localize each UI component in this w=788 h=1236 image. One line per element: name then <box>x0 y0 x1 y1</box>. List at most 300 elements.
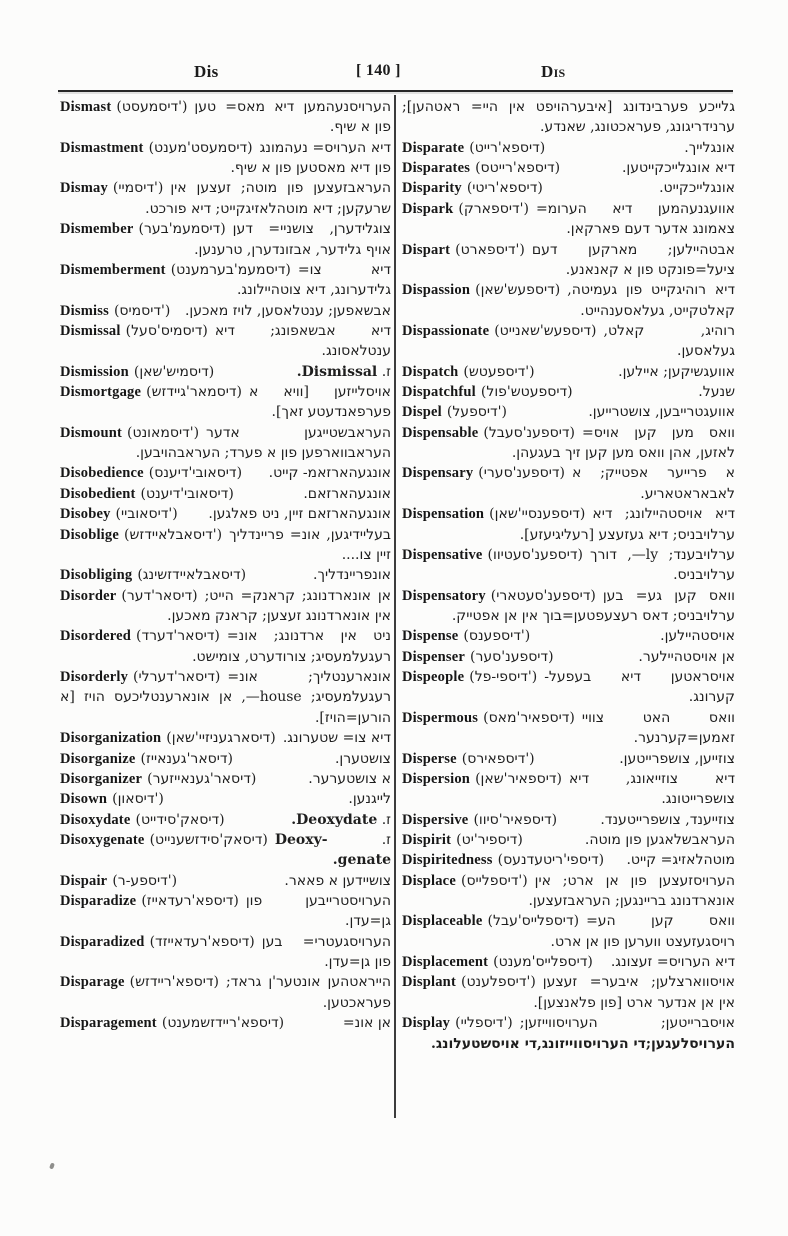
headword: Disparage <box>60 974 125 991</box>
pronunciation: (דיסאוביי') <box>115 506 178 523</box>
headword: Disobedience <box>60 465 144 482</box>
headword: Dispense <box>402 628 459 645</box>
headword: Display <box>402 1015 451 1032</box>
pronunciation: (דיסמיי') <box>112 180 164 197</box>
headword: Disorderly <box>60 669 129 686</box>
headword: Disparate <box>402 139 465 156</box>
dictionary-entry <box>60 871 391 891</box>
headword-block <box>60 626 220 646</box>
headword: Dispatchful <box>402 384 476 401</box>
headword: Dispensative <box>402 546 483 563</box>
headword-block <box>60 260 291 280</box>
dictionary-entry <box>402 423 735 464</box>
definition-text: אן אונארדנונג; קראנק= הייט; אין אונארדנונג זעצען; קראנק מאכען. <box>167 587 391 624</box>
definition-text: אויסראטען דיא בעפעל- קערונג. <box>544 669 735 706</box>
headword: Dismount <box>60 424 123 441</box>
dictionary-entry <box>60 260 391 301</box>
pronunciation: (דיספענ'סעטארי) <box>490 587 596 604</box>
dictionary-entry <box>60 219 391 260</box>
dictionary-entry <box>60 830 391 871</box>
right-column <box>402 97 735 1054</box>
headword-block <box>402 138 545 158</box>
headword-block <box>402 830 523 850</box>
pronunciation: (דיספאיר'סיוו) <box>473 811 558 828</box>
pronunciation: (דיסמיש'שאן) <box>133 363 215 380</box>
definition-text: גלייכע פערבינדונג [איבערהויפט אין היי= ראטהען]; ערנידריגונג, פעראכטונג, שאנדע. <box>402 99 735 136</box>
definition-text: צוזייען, צושפרייטען. <box>619 750 735 767</box>
definition-text: דיא צו= שטערונג. <box>282 730 391 747</box>
pronunciation: (דיספענסיי'שאן) <box>489 506 586 523</box>
headword-block <box>60 1013 284 1033</box>
definition-text: אונגלייכקייט. <box>659 180 735 197</box>
headword: Dismission <box>60 363 129 380</box>
headword-block <box>60 871 177 891</box>
dictionary-entry <box>402 749 735 769</box>
headword: Displacement <box>402 954 489 971</box>
headword: Dispart <box>402 241 451 258</box>
dictionary-entry <box>60 769 391 789</box>
pronunciation: (דיסאק'סידזשענייט) <box>149 831 268 848</box>
dictionary-entry <box>60 178 391 219</box>
dictionary-entry <box>402 952 735 972</box>
dictionary-entry <box>402 810 735 830</box>
pronunciation: (דיסמעמ'בער) <box>138 221 226 238</box>
dictionary-entry <box>402 769 735 810</box>
definition-text: אוועגשיקען; איילען. <box>618 363 735 380</box>
definition-text: ז. <box>327 831 391 848</box>
definition-text: צוזייענד, צושפרייטענד. <box>600 811 735 828</box>
pronunciation: (דיסארגעניזיי'שאן) <box>166 730 276 747</box>
headword: Disparagement <box>60 1015 157 1032</box>
dictionary-entry <box>402 402 735 422</box>
headword-block <box>402 504 585 524</box>
definition-text: אן אויסטהיילער. <box>638 648 735 665</box>
dictionary-entry <box>402 199 735 240</box>
pronunciation: (דיספעטש'פול) <box>480 384 573 401</box>
definition-text: דיא אבשאפונג; דיא ענטלאסונג. <box>214 322 391 360</box>
dictionary-entry <box>402 1013 735 1054</box>
pronunciation: (דיספע-ר') <box>112 872 178 889</box>
definition-text: העראבזעצען פון מוטה; זעצען אין שרעקען; דיא מוטהלאזיגקייט; דיא פורכט. <box>145 180 391 217</box>
headword-block <box>402 871 528 891</box>
headword-block <box>402 769 562 789</box>
dictionary-entry <box>402 178 735 198</box>
pronunciation: (דיסמעמ'בערמענט) <box>170 261 291 278</box>
pronunciation: (דיספלייס'עבל) <box>487 913 580 930</box>
headword-block <box>60 504 178 524</box>
headword: Disorganize <box>60 750 136 767</box>
headword-block <box>402 586 596 606</box>
definition-text: בעליידיגען, אונ= פריינדליך זיין צו.... <box>229 526 391 563</box>
definition-text: הערויסגעטרי= בען פון גן=עדן. <box>261 933 391 971</box>
headword: Dispel <box>402 404 442 421</box>
definition-text: ניט אין ארדנונג; אונ= רעגעלמעסיג; צורודערט, צומישט. <box>192 628 391 665</box>
definition-text: דיא הערויס= נעהמונג פון דיא מאסטען פון א שיף. <box>230 139 391 177</box>
headword-block <box>402 402 507 422</box>
headword: Disparates <box>402 160 471 177</box>
dictionary-entry <box>60 362 391 382</box>
scan-speck <box>49 1162 55 1169</box>
headword-block <box>60 525 222 545</box>
dictionary-entry <box>60 789 391 809</box>
dictionary-entry <box>402 138 735 158</box>
pronunciation: (דיסאר'גענאייז) <box>140 750 234 767</box>
headword-block <box>60 749 233 769</box>
left-column <box>60 97 391 1034</box>
headword: Disobey <box>60 506 111 523</box>
dictionary-entry <box>60 463 391 483</box>
dictionary-entry <box>402 545 735 586</box>
headword: Disparity <box>402 180 462 197</box>
headword-block <box>402 749 535 769</box>
headword: Dispensable <box>402 424 479 441</box>
dictionary-entry <box>402 667 735 708</box>
dictionary-entry <box>402 850 735 870</box>
headword-block <box>402 240 525 260</box>
pronunciation: (דיסאר'דערד) <box>136 628 220 645</box>
pronunciation: (דיספיר'יט) <box>456 831 523 848</box>
headword: Dispeople <box>402 669 465 686</box>
definition-text: אונגעהארזאמ- קייט. <box>268 465 391 482</box>
dictionary-entry <box>60 1013 391 1033</box>
definition-text: דיא צוזייאונג, דיא צושפרייטונג. <box>568 770 735 808</box>
definition-text: אונגעהארזאם. <box>303 485 391 502</box>
definition-text: א פרייער אפטייק; א לאבאראטאריע. <box>571 465 735 502</box>
dictionary-entry <box>60 484 391 504</box>
dictionary-entry <box>60 565 391 585</box>
headword-block <box>60 423 199 443</box>
headword: Dispensatory <box>402 587 486 604</box>
dictionary-entry <box>402 830 735 850</box>
dictionary-entry <box>402 647 735 667</box>
dictionary-entry <box>60 810 391 830</box>
headword: Disoxygenate <box>60 831 145 848</box>
dictionary-entry <box>402 158 735 178</box>
headword: Disorganizer <box>60 770 143 787</box>
pronunciation: (דיספא'ריידזש) <box>129 974 219 991</box>
pronunciation: (דיספענס') <box>463 628 531 645</box>
pronunciation: (דיסאר'גענאייזער) <box>147 770 257 787</box>
pronunciation: (דיסמיס'סעל) <box>125 322 208 339</box>
definition-text: וואס קען גע= בען ערלויבניס; דאס רעצעפטען=בוך אין אן אפטייק. <box>451 587 735 624</box>
dictionary-entry <box>402 382 735 402</box>
headword-block <box>402 626 530 646</box>
headword-block <box>402 321 597 341</box>
dictionary-entry <box>402 626 735 646</box>
headword-block <box>60 301 170 321</box>
headword: Displaceable <box>402 913 483 930</box>
headword: Dispensary <box>402 465 474 482</box>
definition-text: אבשאפען; ענטלאסען, לויז מאכען. <box>184 302 391 319</box>
headword-block <box>60 789 164 809</box>
definition-text: צוגלידערן, צושניי= דען אויף גלידער, אבזונדערן, טרענען. <box>194 221 391 258</box>
dictionary-entry <box>60 972 391 1013</box>
dictionary-entry <box>60 321 391 362</box>
headword: Dispatch <box>402 363 459 380</box>
headword: Dismast <box>60 99 112 115</box>
headword-block <box>60 728 276 748</box>
headword: Disobedient <box>60 485 136 502</box>
headword-block <box>402 911 579 931</box>
headword-block <box>60 810 225 830</box>
pronunciation: (דיספא'רעדאייזד) <box>149 933 255 950</box>
dictionary-entry <box>60 586 391 627</box>
definition-text: הייראטהען אונטער'ן גראד; פעראכטען. <box>225 974 391 1011</box>
dictionary-entry <box>402 972 735 1013</box>
dictionary-entry <box>402 463 735 504</box>
headword-block <box>60 586 198 606</box>
headword-block <box>402 850 604 870</box>
headword-block <box>60 565 246 585</box>
definition-text: דיא אויסטהיילונג; דיא ערלויבניס; דיא געזעצע [רעליגיעזע]. <box>519 506 735 543</box>
definition-text: וואס קען הע= רויסגעזעצט ווערען פון אן ארט. <box>550 913 735 950</box>
pronunciation: (דיספאיר'שאן) <box>475 770 562 787</box>
definition-text: אויסטהיילען. <box>660 628 735 645</box>
headword-block <box>60 667 220 687</box>
pronunciation: (דיסאבלאיידזשינג) <box>137 567 247 584</box>
definition-text: אויסווארצלען; איבער= זעצען אין אן אנדער ארט [פון פלאנצען]. <box>533 974 735 1011</box>
dictionary-entry <box>60 97 391 138</box>
definition-text: הערויסטרייבען פון גן=עדן. <box>245 893 391 930</box>
headword-block <box>60 972 219 992</box>
headword: Disorganization <box>60 730 162 747</box>
definition-text: הערויסלעגען;די הערויסווייזונג,די אויסשטעלונג. <box>430 1035 735 1052</box>
entry-continuation <box>402 97 735 138</box>
dictionary-entry <box>402 911 735 952</box>
dictionary-entry <box>60 138 391 179</box>
headword-block <box>60 891 239 911</box>
definition-text: מוטהלאזיג= קייט. <box>626 852 735 869</box>
headword-block <box>402 463 565 483</box>
dictionary-entry <box>60 382 391 423</box>
dictionary-entry <box>402 504 735 545</box>
pronunciation: (דיסאובי'דיענס) <box>148 465 243 482</box>
dictionary-entry <box>60 525 391 566</box>
headword: Dismortgage <box>60 384 142 401</box>
headword-block <box>402 382 573 402</box>
headword-block <box>402 667 537 687</box>
pronunciation: (דיספא'רייט) <box>469 139 546 156</box>
dictionary-entry <box>60 301 391 321</box>
headword: Dispark <box>402 200 454 217</box>
dictionary-entry <box>60 667 391 728</box>
pronunciation: (דיספאיר'מאס) <box>483 709 575 726</box>
pronunciation: (דיספלענט') <box>460 974 536 991</box>
running-head-right: Dis <box>541 62 566 81</box>
headword-block <box>60 321 208 341</box>
headword-block <box>402 158 560 178</box>
headword-block <box>402 708 575 728</box>
headword-block <box>402 647 554 667</box>
definition-text: העראבשטייגען אדער העראבווארפען פון א פערד; העראבהויבען. <box>135 424 391 462</box>
dictionary-entry <box>60 423 391 464</box>
headword-block <box>60 382 242 402</box>
definition-text: Dismissal. <box>296 363 378 380</box>
headword: Dispersion <box>402 770 471 787</box>
dictionary-entry <box>60 504 391 524</box>
pronunciation: (דיספעש'שאנייט) <box>494 322 597 339</box>
pronunciation: (דיסמעסט'מענט) <box>148 139 253 156</box>
definition-text: ז. <box>377 363 391 380</box>
headword: Dispersive <box>402 811 469 828</box>
headword: Disparadized <box>60 933 145 950</box>
headword-block <box>60 138 253 158</box>
pronunciation: (דיסאובי'דיענט) <box>140 485 234 502</box>
pronunciation: (דיספארק') <box>458 200 529 217</box>
definition-text: הערויסנעהמען דיא מאס= טען פון א שיף. <box>194 99 391 136</box>
pronunciation: (דיספענ'סערי) <box>478 465 565 482</box>
definition-text: אונפריינדליך. <box>313 567 391 584</box>
running-head-left: Dis <box>194 62 219 81</box>
pronunciation: (דיסמאר'גיידזש) <box>146 384 242 401</box>
pronunciation: (דיסמאונט') <box>127 424 200 441</box>
dictionary-entry <box>402 280 735 321</box>
headword-block <box>60 484 234 504</box>
definition-text: אוועגנעהמען דיא הערומ= צאמונג אדער דעם פארקאן. <box>535 200 735 238</box>
pronunciation: (דיסאבלאיידזש') <box>124 526 223 543</box>
headword: Dismissal <box>60 322 121 339</box>
headword-block <box>60 769 256 789</box>
headword: Dispenser <box>402 648 466 665</box>
headword: Dismember <box>60 221 134 238</box>
definition-text: אונגלייך. <box>684 139 735 156</box>
headword-block <box>402 423 575 443</box>
headword: Disperse <box>402 750 457 767</box>
pronunciation: (דיספענ'סעטיוו) <box>487 546 583 563</box>
definition-text: Deoxydate. <box>291 811 378 828</box>
definition-text: אונגעהארזאם זיין, ניט פאלגען. <box>208 506 391 523</box>
headword-block <box>60 362 214 382</box>
headword-block <box>60 932 255 952</box>
dictionary-entry <box>402 362 735 382</box>
pronunciation: (דיסמעסט') <box>116 99 188 115</box>
pronunciation: (דיספארט') <box>455 241 525 258</box>
pronunciation: (דיספליי') <box>455 1015 513 1032</box>
headword-block <box>402 178 543 198</box>
definition-text: וואס מען קען אויס= לאזען, אהן וואס מען קען זיך בעגעהן. <box>511 424 735 462</box>
headword: Disorder <box>60 587 117 604</box>
headword: Dispassionate <box>402 322 490 339</box>
headword: Displant <box>402 974 456 991</box>
headword-block <box>60 219 226 239</box>
definition-text: Deoxy-genate. <box>274 831 391 869</box>
definition-text: וואס האט צוויי זאמען=קערנער. <box>581 709 735 747</box>
pronunciation: (דיספעטש') <box>463 363 535 380</box>
page-number: [ 140 ] <box>356 62 401 79</box>
headword-block <box>402 545 583 565</box>
dictionary-entry <box>402 871 735 912</box>
headword: Dismiss <box>60 302 109 319</box>
headword-block <box>402 810 557 830</box>
headword-block <box>60 97 187 117</box>
pronunciation: (דיספא'רעדאייז) <box>141 893 239 910</box>
dictionary-entry <box>60 932 391 973</box>
dictionary-entry <box>60 728 391 748</box>
definition-text: ז. <box>377 811 391 828</box>
headword-block <box>402 1013 513 1033</box>
headword-block <box>402 280 560 300</box>
headword: Disown <box>60 791 108 808</box>
pronunciation: (דיספא'רייטס) <box>475 160 561 177</box>
definition-text: אבטהיילען; מארקען דעם ציעל=פונקט פון א קאנאנע. <box>531 241 735 278</box>
headword: Disoblige <box>60 526 119 543</box>
headword: Dispirit <box>402 831 452 848</box>
column-divider <box>394 95 396 1118</box>
headword: Displace <box>402 872 456 889</box>
pronunciation: (דיספי'ריטעדנעס) <box>497 852 605 869</box>
headword: Dismay <box>60 180 108 197</box>
headword: Dismemberment <box>60 261 166 278</box>
headword-block <box>402 362 535 382</box>
headword-block <box>402 199 529 219</box>
headword: Dispiritedness <box>402 852 493 869</box>
definition-text: צושטערן. <box>334 750 391 767</box>
dictionary-entry <box>402 240 735 281</box>
dictionary-entry <box>60 749 391 769</box>
definition-text: דיא הערויס= זעצונג. <box>610 954 735 971</box>
dictionary-entry <box>402 586 735 627</box>
pronunciation: (דיספעש'שאן) <box>475 282 561 299</box>
headword-block <box>60 463 242 483</box>
definition-text: אונארענטליך; אונ= רעגעלמעסיג; house—, אן אונארענטליכעס הויז [א הורען=הויז]. <box>60 669 391 726</box>
definition-text: דיא צו= גלידערונג, דיא צוטהיילונג. <box>236 261 391 299</box>
pronunciation: (דיסאר'דער) <box>121 587 198 604</box>
pronunciation: (דיספענ'סעבל) <box>483 424 575 441</box>
pronunciation: (דיספלייס') <box>460 872 528 889</box>
headword: Dismastment <box>60 139 144 156</box>
headword: Dispassion <box>402 282 471 299</box>
definition-text: הערויסזעצען פון אן ארט; אין אונארדנונג בריינגען; העראבזעצען. <box>528 872 735 910</box>
pronunciation: (דיספענ'סער) <box>470 648 554 665</box>
headword: Dispensation <box>402 506 485 523</box>
header-rule <box>58 90 733 92</box>
definition-text: אוועגטרייבען, צושטרייען. <box>588 404 735 421</box>
headword: Disoxydate <box>60 811 131 828</box>
pronunciation: (דיסאר'דערלי) <box>133 669 221 686</box>
definition-text: העראבשלאגען פון מוטה. <box>584 831 735 848</box>
pronunciation: (דיספאירס') <box>461 750 535 767</box>
headword: Disobliging <box>60 567 133 584</box>
definition-text: אן אונ= <box>342 1015 391 1032</box>
pronunciation: (דיספא'ריטי) <box>466 180 543 197</box>
dictionary-entry <box>60 626 391 667</box>
definition-text: דיא רוהיגקייט פון געמיטה, קאלטקייט, געלאסענהייט. <box>567 282 735 319</box>
definition-text: א צושטערער. <box>308 770 391 787</box>
definition-text: דיא אונגלייכקייטען. <box>621 160 735 177</box>
pronunciation: (דיסאון') <box>112 791 164 808</box>
definition-text: אויסברייטען; הערויסווייזען; <box>519 1015 735 1032</box>
headword: Dispermous <box>402 709 479 726</box>
pronunciation: (דיסמיס') <box>113 302 171 319</box>
definition-text: צושיידען א פאאר. <box>284 872 391 889</box>
headword: Dispair <box>60 872 108 889</box>
headword-block <box>60 830 268 850</box>
definition-text: ערלויבענד; ly—, דורך ערלויבניס. <box>590 546 735 584</box>
pronunciation: (דיספי-פל') <box>469 669 538 686</box>
pronunciation: (דיספלייס'מענט) <box>493 954 593 971</box>
pronunciation: (דיסאק'סידייט) <box>135 811 225 828</box>
dictionary-entry <box>402 708 735 749</box>
dictionary-entry <box>60 891 391 932</box>
definition-text: רוהיג, קאלט, געלאסען. <box>603 322 735 360</box>
dictionary-entry <box>402 321 735 362</box>
pronunciation: (דיספא'ריידזשמענט) <box>161 1015 285 1032</box>
pronunciation: (דיספעל') <box>446 404 507 421</box>
definition-text: לייגנען. <box>348 791 391 808</box>
headword-block <box>402 952 593 972</box>
headword: Disparadize <box>60 893 137 910</box>
definition-text: שנעל. <box>698 384 735 401</box>
